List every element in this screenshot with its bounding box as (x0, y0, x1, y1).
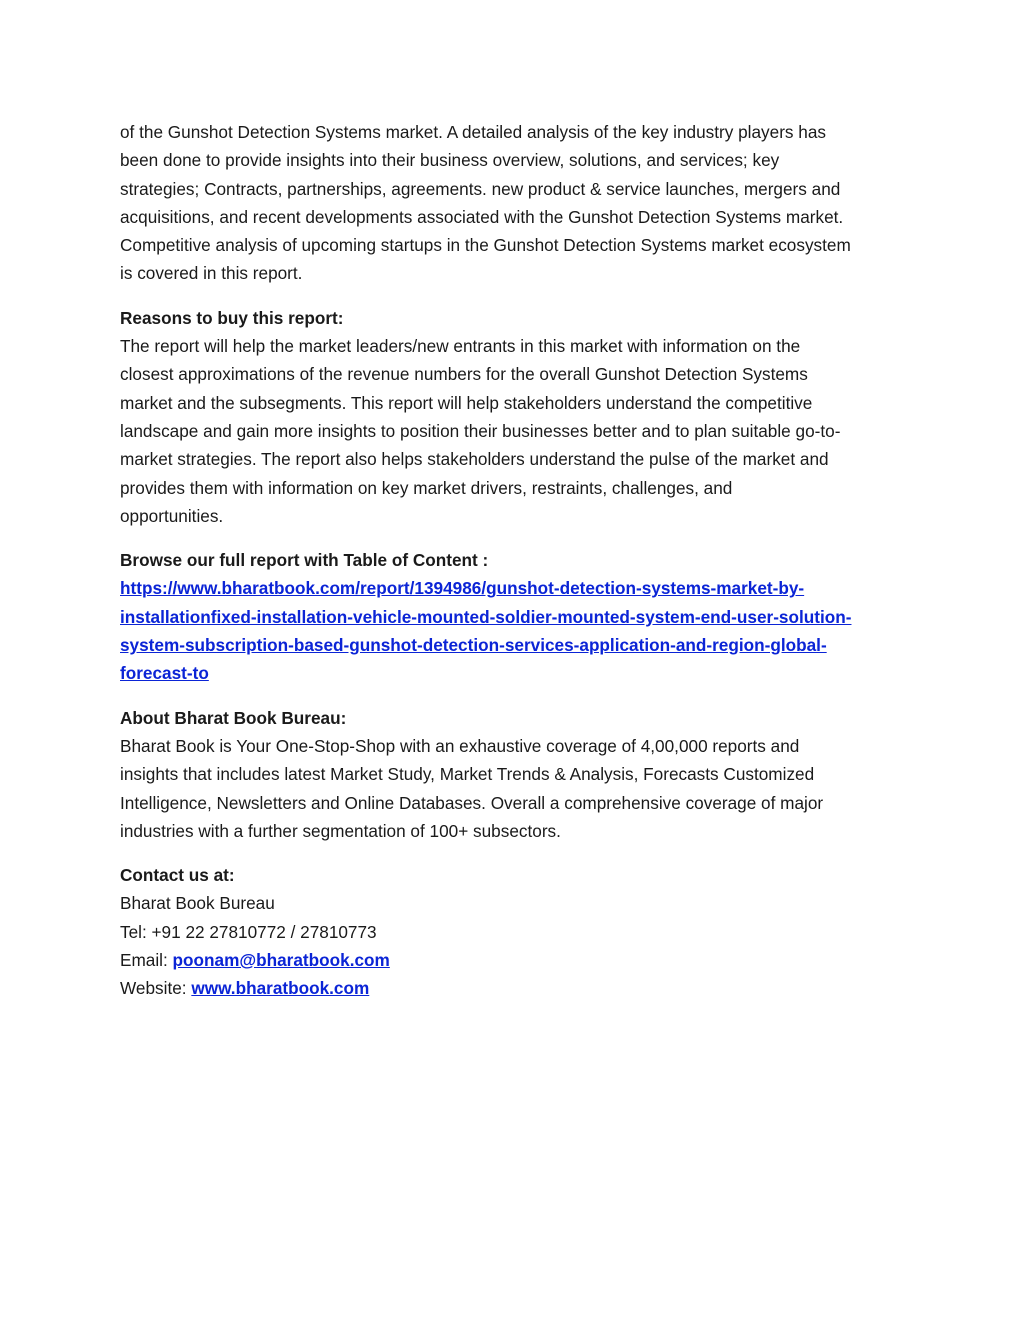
website-label: Website: (120, 978, 192, 999)
browse-section (120, 546, 910, 687)
intro-paragraph (120, 118, 910, 288)
reasons-heading: Reasons to buy this report: (120, 307, 344, 328)
report-link-line[interactable]: installationfixed-installation-vehicle-mounted-soldier-mounted-system-end-user-solution- (120, 606, 852, 627)
report-link-line[interactable]: forecast-to (120, 663, 209, 684)
contact-tel: Tel: +91 22 27810772 / 27810773 (120, 921, 377, 942)
about-line: industries with a further segmentation of 100+ subsectors. (120, 820, 561, 841)
report-link-line[interactable]: system-subscription-based-gunshot-detection-services-application-and-region-global- (120, 635, 827, 656)
contact-company: Bharat Book Bureau (120, 893, 275, 914)
contact-email-row (120, 946, 910, 974)
reasons-line: provides them with information on key market drivers, restraints, challenges, and (120, 477, 733, 498)
website-link[interactable]: www.bharatbook.com (191, 978, 370, 999)
about-heading: About Bharat Book Bureau: (120, 707, 347, 728)
reasons-line: market strategies. The report also helps stakeholders understand the pulse of the market and (120, 449, 829, 470)
about-section (120, 704, 910, 845)
report-link-line[interactable]: https://www.bharatbook.com/report/1394986/gunshot-detection-systems-market-by- (120, 578, 805, 599)
report-link[interactable] (120, 574, 910, 687)
reasons-line: opportunities. (120, 505, 224, 526)
intro-line: of the Gunshot Detection Systems market. A detailed analysis of the key industry players has (120, 122, 827, 142)
reasons-section (120, 304, 910, 530)
contact-section (120, 861, 910, 1002)
document-page (120, 118, 910, 1019)
email-label: Email: (120, 950, 173, 971)
intro-line: Competitive analysis of upcoming startups in the Gunshot Detection Systems market ecosystem (120, 235, 851, 256)
reasons-line: closest approximations of the revenue numbers for the overall Gunshot Detection Systems (120, 364, 808, 385)
intro-line: been done to provide insights into their business overview, solutions, and services; key (120, 150, 780, 171)
intro-line: is covered in this report. (120, 263, 303, 284)
about-line: Bharat Book is Your One-Stop-Shop with an exhaustive coverage of 4,00,000 reports and (120, 735, 800, 756)
intro-line: acquisitions, and recent developments associated with the Gunshot Detection Systems market. (120, 206, 844, 227)
intro-line: strategies; Contracts, partnerships, agreements. new product & service launches, mergers and (120, 178, 841, 199)
contact-heading: Contact us at: (120, 865, 235, 886)
reasons-line: market and the subsegments. This report will help stakeholders understand the competitive (120, 392, 813, 413)
about-line: Intelligence, Newsletters and Online Databases. Overall a comprehensive coverage of major (120, 792, 824, 813)
browse-heading: Browse our full report with Table of Content : (120, 550, 489, 571)
reasons-line: landscape and gain more insights to position their businesses better and to plan suitable go-to- (120, 420, 841, 441)
email-link[interactable]: poonam@bharatbook.com (172, 950, 390, 971)
about-line: insights that includes latest Market Study, Market Trends & Analysis, Forecasts Customized (120, 764, 815, 785)
contact-website-row (120, 974, 910, 1002)
reasons-line: The report will help the market leaders/new entrants in this market with information on the (120, 336, 801, 357)
